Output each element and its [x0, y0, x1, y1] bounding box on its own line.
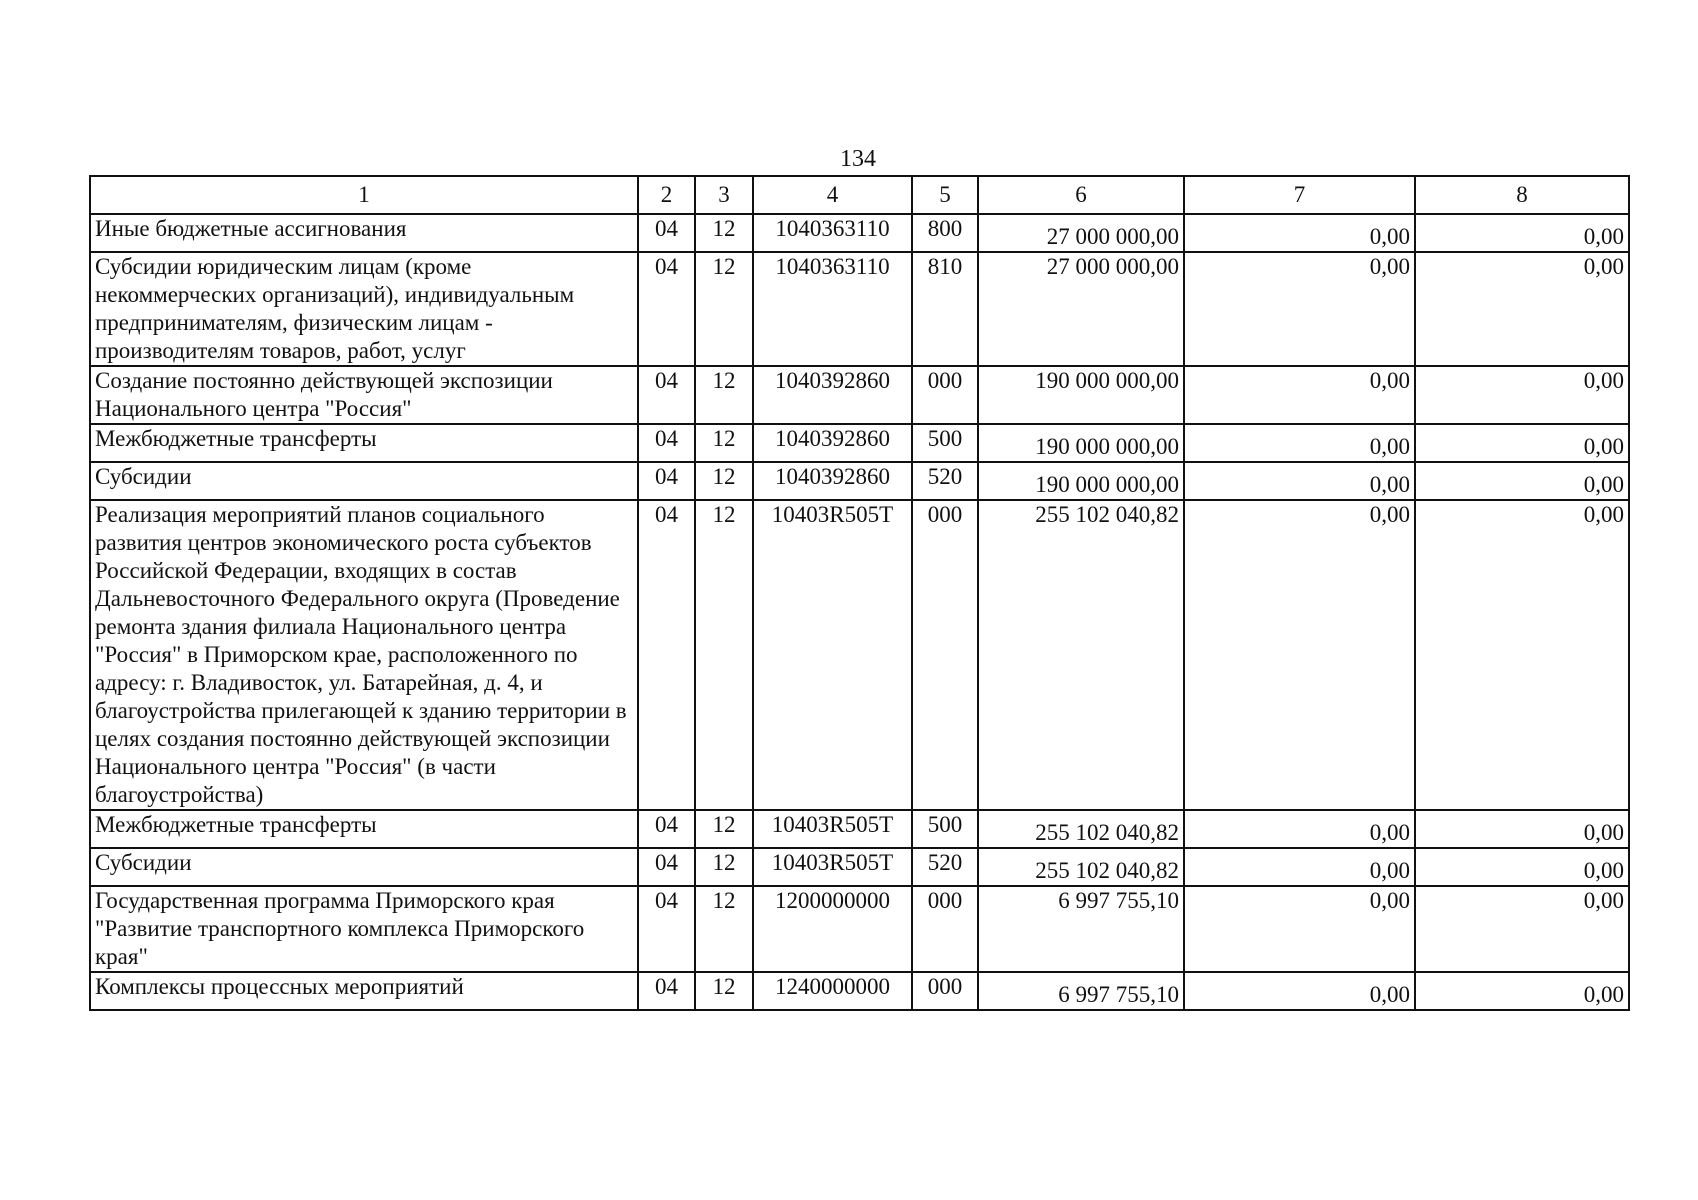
amount-col-6: 27 000 000,00: [978, 252, 1184, 366]
expense-type-code: 000: [912, 972, 978, 1010]
table-row: [90, 252, 1629, 366]
section-code: 04: [638, 886, 695, 972]
section-code: 04: [638, 462, 695, 500]
section-code: 04: [638, 252, 695, 366]
row-name: Субсидии: [90, 462, 638, 500]
target-article-code: 10403R505T: [753, 500, 912, 810]
subsection-code: 12: [695, 886, 753, 972]
target-article-code: 10403R505T: [753, 810, 912, 848]
amount-col-8: 0,00: [1415, 886, 1629, 972]
row-name: Реализация мероприятий планов социального развития центров экономического роста субъектов Российской Федерации, входящих в состав Дальневосточного Федерального округа (Проведение ремонта здания филиала Национального центра "Россия" в Приморском крае, расположенного по адресу: г. Владивосток, ул. Батарейная, д. 4, и благоустройства прилегающей к зданию территории в целях создания постоянно действующей экспозиции Национального центра "Россия" (в части благоустройства): [90, 500, 638, 810]
expense-type-code: 000: [912, 500, 978, 810]
table-row: [90, 500, 1629, 810]
row-name: Иные бюджетные ассигнования: [90, 214, 638, 252]
target-article-code: 1200000000: [753, 886, 912, 972]
section-code: 04: [638, 366, 695, 424]
table-row: [90, 214, 1629, 252]
target-article-code: 1040392860: [753, 366, 912, 424]
column-header: 2: [638, 176, 695, 214]
amount-col-6: 190 000 000,00: [978, 462, 1184, 500]
amount-col-6: 6 997 755,10: [978, 972, 1184, 1010]
section-code: 04: [638, 424, 695, 462]
subsection-code: 12: [695, 462, 753, 500]
target-article-code: 1040392860: [753, 424, 912, 462]
amount-col-8: 0,00: [1415, 366, 1629, 424]
table-row: [90, 462, 1629, 500]
column-header: 3: [695, 176, 753, 214]
amount-col-8: 0,00: [1415, 848, 1629, 886]
amount-col-6: 255 102 040,82: [978, 848, 1184, 886]
section-code: 04: [638, 500, 695, 810]
column-header: 7: [1184, 176, 1415, 214]
column-header: 1: [90, 176, 638, 214]
column-header: 4: [753, 176, 912, 214]
expense-type-code: 000: [912, 886, 978, 972]
amount-col-6: 27 000 000,00: [978, 214, 1184, 252]
amount-col-7: 0,00: [1184, 424, 1415, 462]
target-article-code: 1240000000: [753, 972, 912, 1010]
amount-col-7: 0,00: [1184, 252, 1415, 366]
amount-col-6: 190 000 000,00: [978, 424, 1184, 462]
target-article-code: 1040392860: [753, 462, 912, 500]
amount-col-7: 0,00: [1184, 462, 1415, 500]
table-row: [90, 810, 1629, 848]
target-article-code: 1040363110: [753, 214, 912, 252]
table-header-row: [90, 176, 1629, 214]
subsection-code: 12: [695, 214, 753, 252]
amount-col-8: 0,00: [1415, 252, 1629, 366]
subsection-code: 12: [695, 848, 753, 886]
amount-col-7: 0,00: [1184, 810, 1415, 848]
page-number: 134: [840, 146, 876, 172]
subsection-code: 12: [695, 424, 753, 462]
subsection-code: 12: [695, 366, 753, 424]
amount-col-8: 0,00: [1415, 810, 1629, 848]
table-row: [90, 886, 1629, 972]
row-name: Субсидии: [90, 848, 638, 886]
amount-col-8: 0,00: [1415, 462, 1629, 500]
column-header: 6: [978, 176, 1184, 214]
amount-col-8: 0,00: [1415, 500, 1629, 810]
section-code: 04: [638, 214, 695, 252]
table-row: [90, 848, 1629, 886]
section-code: 04: [638, 848, 695, 886]
amount-col-8: 0,00: [1415, 424, 1629, 462]
subsection-code: 12: [695, 252, 753, 366]
column-header: 5: [912, 176, 978, 214]
subsection-code: 12: [695, 972, 753, 1010]
amount-col-7: 0,00: [1184, 972, 1415, 1010]
amount-col-8: 0,00: [1415, 214, 1629, 252]
expense-type-code: 500: [912, 424, 978, 462]
amount-col-7: 0,00: [1184, 848, 1415, 886]
row-name: Комплексы процессных мероприятий: [90, 972, 638, 1010]
expense-type-code: 520: [912, 848, 978, 886]
table-row: [90, 424, 1629, 462]
amount-col-6: 255 102 040,82: [978, 500, 1184, 810]
amount-col-7: 0,00: [1184, 214, 1415, 252]
expense-type-code: 800: [912, 214, 978, 252]
amount-col-6: 6 997 755,10: [978, 886, 1184, 972]
expense-type-code: 520: [912, 462, 978, 500]
column-header: 8: [1415, 176, 1629, 214]
row-name: Межбюджетные трансферты: [90, 810, 638, 848]
target-article-code: 10403R505T: [753, 848, 912, 886]
amount-col-7: 0,00: [1184, 500, 1415, 810]
expense-type-code: 810: [912, 252, 978, 366]
amount-col-6: 190 000 000,00: [978, 366, 1184, 424]
row-name: Межбюджетные трансферты: [90, 424, 638, 462]
row-name: Субсидии юридическим лицам (кроме некоммерческих организаций), индивидуальным предпринимателям, физическим лицам - производителям товаров, работ, услуг: [90, 252, 638, 366]
section-code: 04: [638, 972, 695, 1010]
row-name: Создание постоянно действующей экспозиции Национального центра "Россия": [90, 366, 638, 424]
amount-col-6: 255 102 040,82: [978, 810, 1184, 848]
expense-type-code: 500: [912, 810, 978, 848]
table-row: [90, 366, 1629, 424]
subsection-code: 12: [695, 500, 753, 810]
section-code: 04: [638, 810, 695, 848]
expense-type-code: 000: [912, 366, 978, 424]
table-row: [90, 972, 1629, 1010]
target-article-code: 1040363110: [753, 252, 912, 366]
budget-table: [89, 175, 1630, 1011]
row-name: Государственная программа Приморского края "Развитие транспортного комплекса Приморского края": [90, 886, 638, 972]
amount-col-8: 0,00: [1415, 972, 1629, 1010]
amount-col-7: 0,00: [1184, 886, 1415, 972]
amount-col-7: 0,00: [1184, 366, 1415, 424]
subsection-code: 12: [695, 810, 753, 848]
